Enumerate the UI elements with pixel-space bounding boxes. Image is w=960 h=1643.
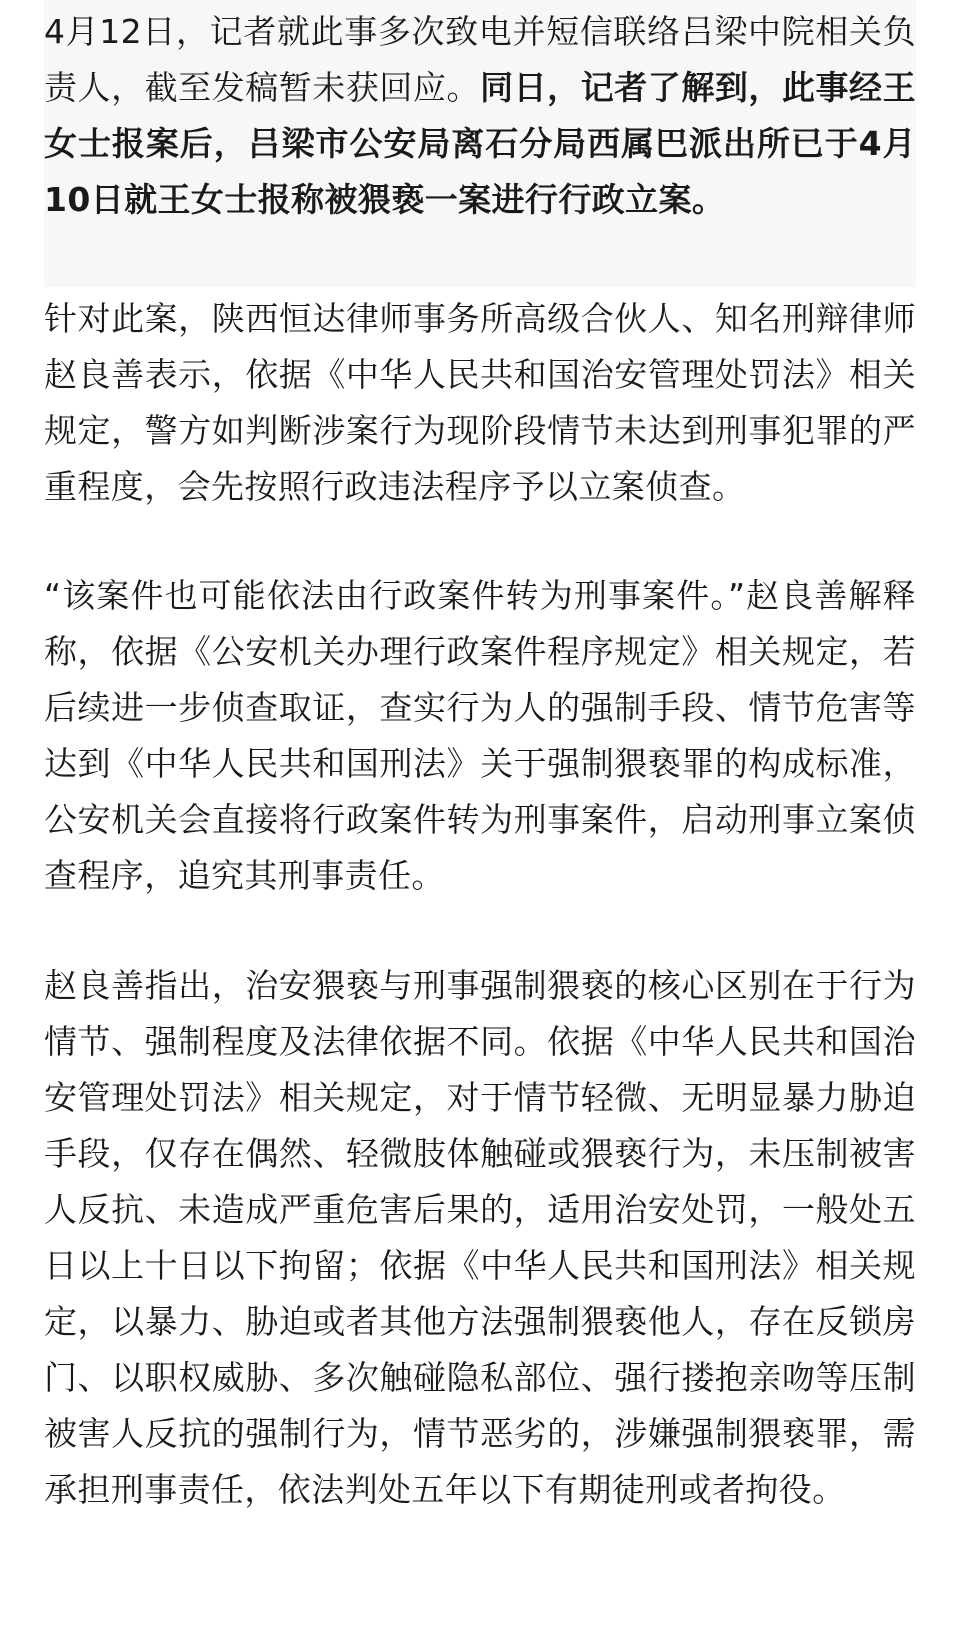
article-paragraph-1 [44,4,916,228]
paragraph-1-bold-text: 同日，记者了解到，此事经王女士报案后，吕梁市公安局离石分局西属巴派出所已于4月10日就王女士报称被猥亵一案进行行政立案。 [44,68,917,219]
article-paragraph-2: 针对此案，陕西恒达律师事务所高级合伙人、知名刑辩律师赵良善表示，依据《中华人民共和国治安管理处罚法》相关规定，警方如判断涉案行为现阶段情节未达到刑事犯罪的严重程度，会先按照行政违法程序予以立案侦查。 [44,299,916,506]
paragraph-1-normal-text: 4月12日，记者就此事多次致电并短信联络吕梁中院相关负责人，截至发稿暂未获回应。 [44,12,916,107]
article-paragraph-4: 赵良善指出，治安猥亵与刑事强制猥亵的核心区别在于行为情节、强制程度及法律依据不同。依据《中华人民共和国治安管理处罚法》相关规定，对于情节轻微、无明显暴力胁迫手段，仅存在偶然、轻微肢体触碰或猥亵行为，未压制被害人反抗、未造成严重危害后果的，适用治安处罚，一般处五日以上十日以下拘留；依据《中华人民共和国刑法》相关规定，以暴力、胁迫或者其他方法强制猥亵他人，存在反锁房门、以职权威胁、多次触碰隐私部位、强行搂抱亲吻等压制被害人反抗的强制行为，情节恶劣的，涉嫌强制猥亵罪，需承担刑事责任，依法判处五年以下有期徒刑或者拘役。 [44,966,916,1509]
article-paragraph-3: “该案件也可能依法由行政案件转为刑事案件。”赵良善解释称，依据《公安机关办理行政案件程序规定》相关规定，若后续进一步侦查取证，查实行为人的强制手段、情节危害等达到《中华人民共和国刑法》关于强制猥亵罪的构成标准，公安机关会直接将行政案件转为刑事案件，启动刑事立案侦查程序，追究其刑事责任。 [44,576,916,895]
